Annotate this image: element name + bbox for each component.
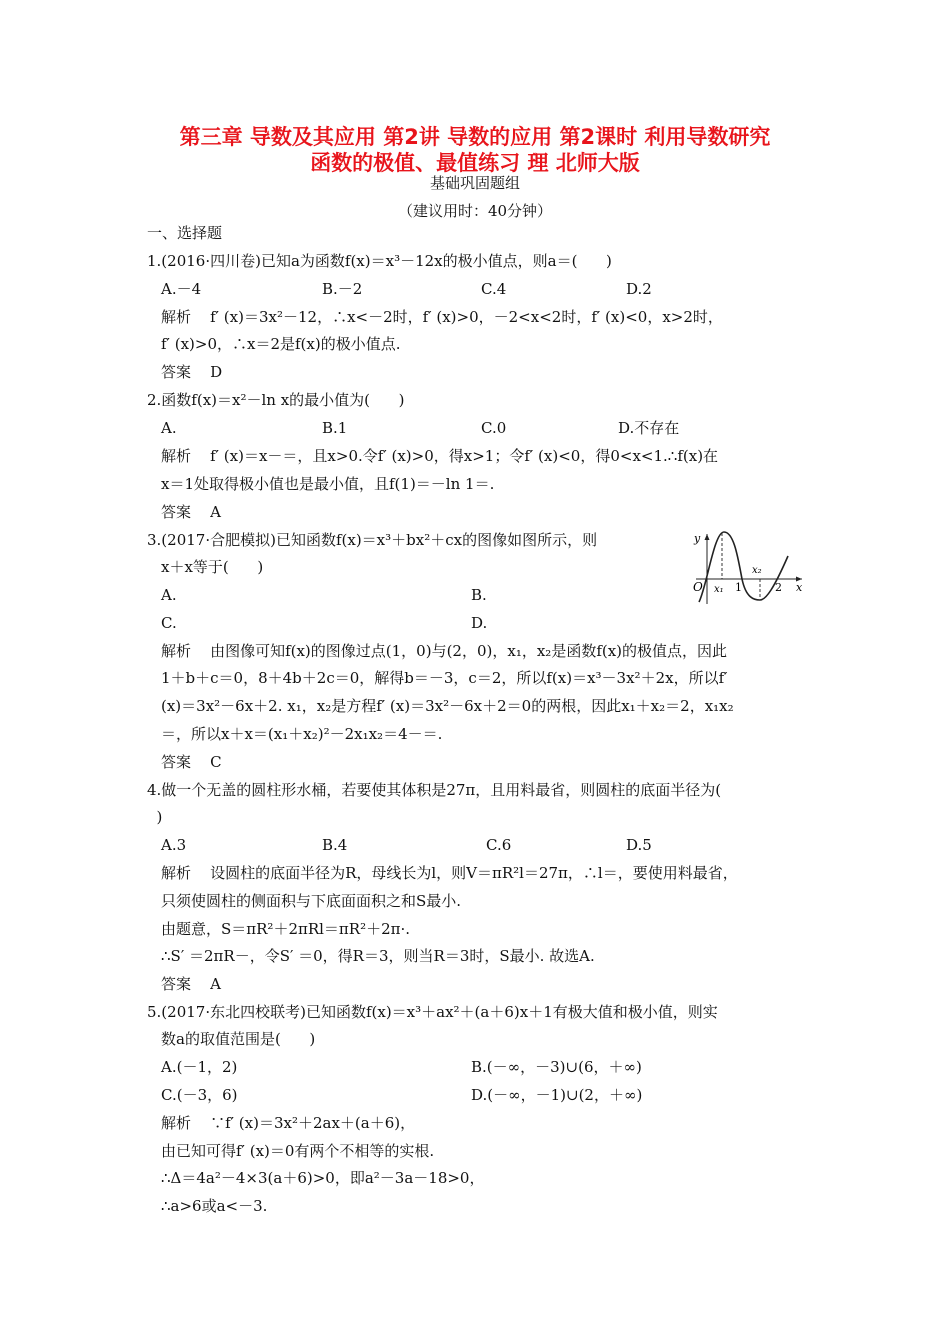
question-5-stem-line-2: 数a的取值范围是( )	[161, 1030, 316, 1048]
question-5-option-b: B.(－∞，－3)∪(6，＋∞)	[471, 1058, 642, 1076]
graph-y-arrow	[705, 534, 710, 540]
question-5-analysis-line-4: ∴a>6或a<－3.	[161, 1197, 268, 1215]
question-5-analysis-line-3: ∴Δ＝4a²－4×3(a＋6)>0，即a²－3a－18>0，	[161, 1169, 485, 1187]
question-3-stem-line-2: x＋x等于( )	[161, 558, 264, 576]
question-4-analysis-line-3: 由题意，S＝πR²＋2πRl＝πR²＋2π·.	[161, 920, 411, 938]
question-3-analysis-line-4: ＝，所以x＋x＝(x₁＋x₂)²－2x₁x₂＝4－＝.	[161, 725, 443, 743]
question-4-analysis-line-4: ∴S′ ＝2πR－，令S′ ＝0，得R＝3，则当R＝3时，S最小. 故选A.	[161, 947, 595, 965]
question-4-stem-line-1: 4.做一个无盖的圆柱形水桶，若要使其体积是27π，且用料最省，则圆柱的底面半径为(	[147, 781, 722, 799]
question-3-option-d: D.	[471, 614, 488, 632]
question-5-option-c: C.(－3，6)	[161, 1086, 238, 1104]
graph-y-label: y	[694, 532, 701, 545]
question-2-option-d: D.不存在	[618, 419, 680, 437]
document-title-line-1: 第三章 导数及其应用 第2讲 导数的应用 第2课时 利用导数研究	[179, 125, 771, 149]
question-5-option-a: A.(－1，2)	[161, 1058, 238, 1076]
question-5-analysis-line-1: 解析 ∵f′ (x)＝3x²＋2ax＋(a＋6)，	[161, 1114, 416, 1132]
question-4-option-c: C.6	[486, 836, 512, 854]
question-3-option-a: A.	[161, 586, 177, 604]
question-2-option-b: B.1	[322, 419, 348, 437]
question-2-analysis-line-2: x＝1处取得极小值也是最小值，且f(1)＝－ln 1＝.	[161, 475, 495, 493]
question-5-analysis-line-2: 由已知可得f′ (x)＝0有两个不相等的实根.	[161, 1142, 435, 1160]
question-3-function-graph	[690, 528, 810, 606]
document-title-line-2: 函数的极值、最值练习 理 北师大版	[310, 151, 640, 175]
question-4-answer: 答案 A	[161, 975, 221, 993]
graph-x2-label: x₂	[752, 565, 762, 576]
question-5-option-d: D.(－∞，－1)∪(2，＋∞)	[471, 1086, 643, 1104]
question-3-option-c: C.	[161, 614, 177, 632]
question-3-analysis-line-1: 解析 由图像可知f(x)的图像过点(1，0)与(2，0)，x₁，x₂是函数f(x)的极值点，因此	[161, 642, 728, 660]
question-1-analysis-line-2: f′ (x)>0，∴x＝2是f(x)的极小值点.	[161, 335, 401, 353]
question-4-stem-line-2: )	[147, 808, 163, 826]
question-5-stem-line-1: 5.(2017·东北四校联考)已知函数f(x)＝x³＋ax²＋(a＋6)x＋1有极大值和极小值，则实	[147, 1003, 718, 1021]
graph-origin-label: O	[693, 580, 703, 594]
graph-tick-1-label: 1	[735, 581, 742, 594]
graph-x1-label: x₁	[714, 584, 724, 595]
graph-x-label: x	[796, 581, 803, 594]
time-note: （建议用时：40分钟）	[397, 202, 553, 220]
question-1-analysis-line-1: 解析 f′ (x)＝3x²－12，∴x<－2时，f′ (x)>0，－2<x<2时，f′ (x)<0，x>2时，	[161, 308, 723, 326]
question-3-analysis-line-2: 1＋b＋c＝0，8＋4b＋2c＝0，解得b＝－3，c＝2，所以f(x)＝x³－3x²＋2x，所以f′	[161, 669, 728, 687]
question-1-stem: 1.(2016·四川卷)已知a为函数f(x)＝x³－12x的极小值点，则a＝( )	[147, 252, 612, 270]
question-1-option-d: D.2	[626, 280, 652, 298]
question-3-analysis-line-3: (x)＝3x²－6x＋2. x₁，x₂是方程f′ (x)＝3x²－6x＋2＝0的两根，因此x₁＋x₂＝2，x₁x₂	[161, 697, 734, 715]
question-2-option-c: C.0	[481, 419, 507, 437]
question-3-answer: 答案 C	[161, 753, 222, 771]
question-2-stem: 2.函数f(x)＝x²－ln x的最小值为( )	[147, 391, 405, 409]
section-heading: 一、选择题	[147, 224, 223, 242]
question-4-analysis-line-1: 解析 设圆柱的底面半径为R，母线长为l，则V＝πR²l＝27π，∴l＝，要使用料最省，	[161, 864, 738, 882]
question-4-option-a: A.3	[161, 836, 187, 854]
question-3-stem-line-1: 3.(2017·合肥模拟)已知函数f(x)＝x³＋bx²＋cx的图像如图所示，则	[147, 531, 598, 549]
question-4-analysis-line-2: 只须使圆柱的侧面积与下底面面积之和S最小.	[161, 892, 462, 910]
question-1-option-b: B.－2	[322, 280, 363, 298]
graph-tick-2-label: 2	[775, 581, 782, 594]
group-subtitle: 基础巩固题组	[429, 174, 520, 192]
question-3-option-b: B.	[471, 586, 487, 604]
question-1-option-a: A.－4	[161, 280, 202, 298]
question-2-analysis-line-1: 解析 f′ (x)＝x－＝，且x>0.令f′ (x)>0，得x>1；令f′ (x)<0，得0<x<1.∴f(x)在	[161, 447, 719, 465]
question-2-answer: 答案 A	[161, 503, 221, 521]
question-1-option-c: C.4	[481, 280, 507, 298]
question-1-answer: 答案 D	[161, 363, 223, 381]
question-2-option-a: A.	[161, 419, 177, 437]
question-4-option-b: B.4	[322, 836, 348, 854]
question-4-option-d: D.5	[626, 836, 652, 854]
